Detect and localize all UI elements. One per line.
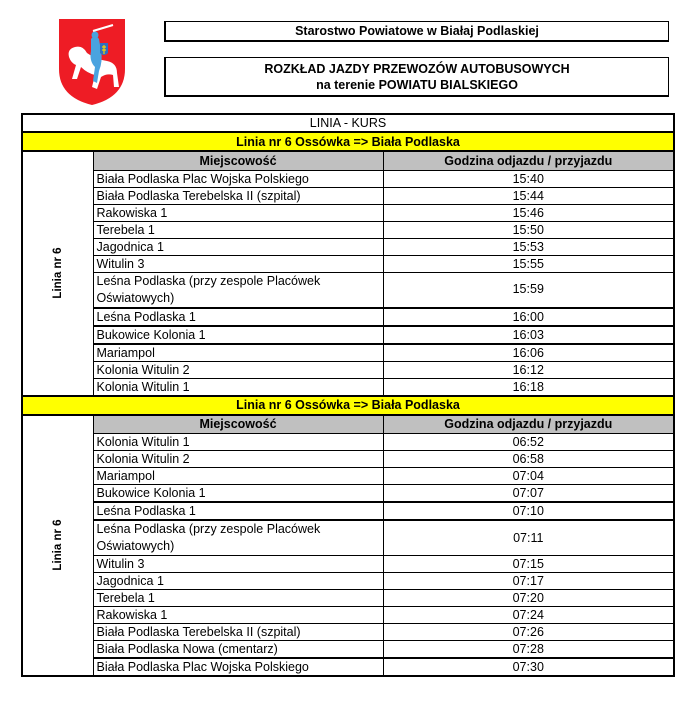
- stop-name: Rakowiska 1: [93, 607, 383, 624]
- stop-name: Jagodnica 1: [93, 238, 383, 255]
- caption-row: [22, 114, 674, 132]
- table-row: [22, 641, 674, 659]
- route-band: [22, 132, 674, 151]
- column-header-place: Miejscowość: [93, 151, 383, 170]
- column-header-time: Godzina odjazdu / przyjazdu: [383, 415, 674, 434]
- route-band: [22, 396, 674, 415]
- stop-time: 15:40: [383, 170, 674, 187]
- column-header-row: [22, 151, 674, 170]
- table-row: [22, 468, 674, 485]
- stop-name: Terebela 1: [93, 590, 383, 607]
- institution-name: Starostwo Powiatowe w Białaj Podlaskiej: [295, 24, 539, 38]
- line-side-cell: [22, 415, 93, 677]
- document-title-box: [164, 57, 669, 97]
- table-row: [22, 272, 674, 308]
- stop-name: Biała Podlaska Terebelska II (szpital): [93, 624, 383, 641]
- coat-of-arms-icon: [57, 17, 127, 107]
- stop-time: 15:50: [383, 221, 674, 238]
- stop-name: Rakowiska 1: [93, 204, 383, 221]
- line-side-label: Linia nr 6: [51, 247, 64, 299]
- table-row: [22, 573, 674, 590]
- stop-time: 07:28: [383, 641, 674, 659]
- stop-time: 07:15: [383, 556, 674, 573]
- stop-time: 15:44: [383, 187, 674, 204]
- document-title-line2: na terenie POWIATU BIALSKIEGO: [316, 78, 518, 92]
- stop-time: 07:07: [383, 485, 674, 503]
- table-row: [22, 658, 674, 676]
- table-row: [22, 590, 674, 607]
- line-side-cell: [22, 151, 93, 396]
- stop-time: 15:59: [383, 272, 674, 308]
- stop-time: 07:24: [383, 607, 674, 624]
- table-row: [22, 308, 674, 326]
- table-row: [22, 451, 674, 468]
- stop-time: 07:20: [383, 590, 674, 607]
- document-title-line1: ROZKŁAD JAZDY PRZEWOZÓW AUTOBUSOWYCH: [264, 62, 570, 76]
- stop-time: 16:12: [383, 361, 674, 378]
- stop-time: 06:52: [383, 434, 674, 451]
- institution-title-box: [164, 21, 669, 42]
- stop-name: Witulin 3: [93, 255, 383, 272]
- table-row: [22, 326, 674, 344]
- stop-name: Leśna Podlaska 1: [93, 308, 383, 326]
- route-title: Linia nr 6 Ossówka => Biała Podlaska: [22, 132, 674, 151]
- stop-name: Bukowice Kolonia 1: [93, 485, 383, 503]
- stop-time: 16:18: [383, 378, 674, 396]
- stop-time: 06:58: [383, 451, 674, 468]
- table-row: [22, 255, 674, 272]
- stop-name: Leśna Podlaska (przy zespole Placówek Oświatowych): [93, 272, 383, 308]
- stop-time: 15:46: [383, 204, 674, 221]
- stop-time: 07:10: [383, 502, 674, 520]
- stop-time: 15:53: [383, 238, 674, 255]
- stop-time: 07:30: [383, 658, 674, 676]
- stop-name: Terebela 1: [93, 221, 383, 238]
- stop-time: 07:04: [383, 468, 674, 485]
- column-header-time: Godzina odjazdu / przyjazdu: [383, 151, 674, 170]
- table-row: [22, 607, 674, 624]
- stop-name: Jagodnica 1: [93, 573, 383, 590]
- table-row: [22, 485, 674, 503]
- table-row: [22, 520, 674, 556]
- table-row: [22, 204, 674, 221]
- table-row: [22, 361, 674, 378]
- table-row: [22, 238, 674, 255]
- stop-time: 07:11: [383, 520, 674, 556]
- table-caption: LINIA - KURS: [22, 114, 674, 132]
- stop-name: Kolonia Witulin 2: [93, 361, 383, 378]
- stop-name: Leśna Podlaska 1: [93, 502, 383, 520]
- route-title: Linia nr 6 Ossówka => Biała Podlaska: [22, 396, 674, 415]
- table-row: [22, 624, 674, 641]
- stop-time: 07:26: [383, 624, 674, 641]
- stop-time: 07:17: [383, 573, 674, 590]
- table-row: [22, 344, 674, 362]
- stop-name: Kolonia Witulin 2: [93, 451, 383, 468]
- stop-name: Leśna Podlaska (przy zespole Placówek Oświatowych): [93, 520, 383, 556]
- stop-name: Kolonia Witulin 1: [93, 378, 383, 396]
- stop-name: Biała Podlaska Nowa (cmentarz): [93, 641, 383, 659]
- table-row: [22, 502, 674, 520]
- stop-name: Witulin 3: [93, 556, 383, 573]
- stop-name: Biała Podlaska Terebelska II (szpital): [93, 187, 383, 204]
- column-header-row: [22, 415, 674, 434]
- stop-name: Mariampol: [93, 344, 383, 362]
- stop-time: 16:00: [383, 308, 674, 326]
- line-side-label: Linia nr 6: [51, 519, 64, 571]
- stop-time: 15:55: [383, 255, 674, 272]
- table-row: [22, 378, 674, 396]
- table-row: [22, 556, 674, 573]
- column-header-place: Miejscowość: [93, 415, 383, 434]
- table-row: [22, 434, 674, 451]
- stop-time: 16:03: [383, 326, 674, 344]
- stop-time: 16:06: [383, 344, 674, 362]
- table-row: [22, 221, 674, 238]
- stop-name: Biała Podlaska Plac Wojska Polskiego: [93, 658, 383, 676]
- timetable: [21, 113, 675, 677]
- stop-name: Biała Podlaska Plac Wojska Polskiego: [93, 170, 383, 187]
- table-row: [22, 187, 674, 204]
- stop-name: Bukowice Kolonia 1: [93, 326, 383, 344]
- table-row: [22, 170, 674, 187]
- stop-name: Mariampol: [93, 468, 383, 485]
- stop-name: Kolonia Witulin 1: [93, 434, 383, 451]
